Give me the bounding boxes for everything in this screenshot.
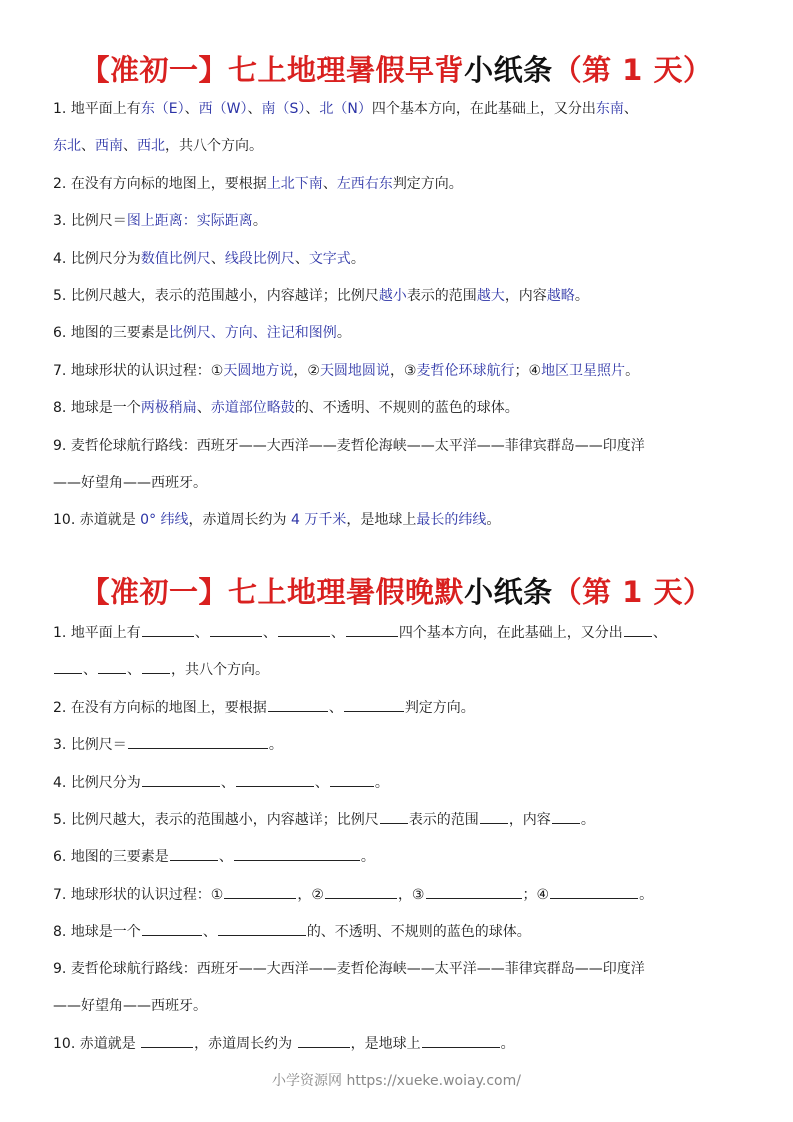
item-number: 1. xyxy=(53,625,71,641)
fill-blank xyxy=(54,659,82,674)
item-text: 。 xyxy=(625,362,640,379)
item-text: ，是地球上 xyxy=(346,512,417,529)
item-text: 、 xyxy=(330,625,345,641)
item-text: 、 xyxy=(210,250,225,267)
fill-blank xyxy=(325,884,397,899)
item-number: 6. xyxy=(53,849,71,866)
item-number: 5. xyxy=(53,812,71,828)
answer-text: 南（S） xyxy=(261,101,306,117)
fill-blank xyxy=(210,622,262,637)
item-text: 、 xyxy=(294,250,309,267)
fill-blank xyxy=(552,809,580,824)
item-text: 地图的三要素是 xyxy=(70,849,169,866)
item-text: 在没有方向标的地图上，要根据 xyxy=(70,699,267,716)
list-item xyxy=(53,809,595,830)
item-text: 、 xyxy=(220,774,235,791)
item-text: 比例尺越大，表示的范围越小，内容越详；比例尺 xyxy=(70,812,379,828)
item-text: 、 xyxy=(262,625,277,641)
item-number: 6. xyxy=(53,325,71,342)
item-text: 地球形状的认识过程：① xyxy=(70,886,224,903)
item-text: 、 xyxy=(127,662,141,679)
title-part-red: 【准初一】七上地理暑假早背 xyxy=(80,53,465,87)
item-text: 、 xyxy=(184,101,199,117)
item-text: ，③ xyxy=(397,886,425,903)
item-text: 。 xyxy=(486,512,501,529)
item-text: ，是地球上 xyxy=(350,1036,421,1053)
answer-text: 北（N） xyxy=(319,101,372,117)
item-text: 、 xyxy=(652,625,667,641)
list-item-continuation xyxy=(53,473,207,493)
item-text: 、 xyxy=(314,774,329,791)
item-text: ，② xyxy=(297,886,324,903)
list-item xyxy=(53,772,389,793)
title-part-black: 小纸条 xyxy=(464,575,553,609)
item-text: ——好望角——西班牙。 xyxy=(53,998,207,1014)
item-text: 、 xyxy=(81,138,95,155)
answer-text: 越略 xyxy=(546,288,575,304)
item-text: 、 xyxy=(247,101,262,117)
item-text: ，② xyxy=(293,362,320,379)
item-text: 。 xyxy=(580,812,595,828)
fill-blank xyxy=(236,772,314,787)
item-number: 8. xyxy=(53,400,71,417)
answer-text: 两极稍扁 xyxy=(140,400,197,417)
answer-text: 东（E） xyxy=(140,101,185,117)
list-item xyxy=(53,622,667,643)
fill-blank xyxy=(170,846,218,861)
answer-text: 西（W） xyxy=(198,101,248,117)
fill-blank xyxy=(278,622,330,637)
answer-text: 西南 xyxy=(95,138,123,155)
list-item xyxy=(53,846,375,867)
answer-text: 越小 xyxy=(378,288,407,304)
list-item xyxy=(53,286,589,306)
list-item xyxy=(53,361,639,381)
item-text: 地球是一个 xyxy=(70,924,141,941)
item-text: 、 xyxy=(322,175,337,192)
item-text: 地平面上有 xyxy=(70,101,141,117)
list-item xyxy=(53,697,475,718)
item-text: 、 xyxy=(194,625,209,641)
answer-text: 数值比例尺 xyxy=(140,250,211,267)
fill-blank xyxy=(426,884,522,899)
fill-blank xyxy=(218,921,306,936)
item-text: 。 xyxy=(336,325,351,342)
answer-text: 比例尺、方向、注记和图例 xyxy=(168,325,337,342)
list-item-continuation xyxy=(53,996,207,1016)
item-number: 9. xyxy=(53,960,71,977)
item-text: 。 xyxy=(500,1036,515,1053)
answer-text: 4 万千米 xyxy=(286,512,347,529)
item-text: 、 xyxy=(202,924,217,941)
item-number: 2. xyxy=(53,175,71,192)
list-item xyxy=(53,174,463,194)
item-number: 2. xyxy=(53,699,71,716)
item-text: 比例尺＝ xyxy=(70,213,127,230)
fill-blank xyxy=(98,659,126,674)
answer-text: 西北 xyxy=(137,138,165,155)
footer-watermark: 小学资源网 https://xueke.woiay.com/ xyxy=(272,1073,521,1089)
item-text: ，共八个方向。 xyxy=(171,662,269,679)
fill-blank xyxy=(142,772,220,787)
item-text: ，内容 xyxy=(508,812,551,828)
item-text: 赤道就是 xyxy=(79,512,136,529)
item-text: 四个基本方向，在此基础上，又分出 xyxy=(371,101,596,117)
item-text: 地球是一个 xyxy=(70,400,141,417)
fill-blank xyxy=(128,734,268,749)
item-number: 5. xyxy=(53,288,71,304)
item-number: 3. xyxy=(53,213,71,230)
title-part-day: （第 1 天） xyxy=(552,575,713,609)
answer-text: 越大 xyxy=(476,288,505,304)
item-text: 、 xyxy=(123,138,137,155)
list-item xyxy=(53,398,519,418)
fill-blank xyxy=(141,1033,193,1048)
item-text: 四个基本方向，在此基础上，又分出 xyxy=(398,625,623,641)
item-text: ，赤道周长约为 xyxy=(188,512,287,529)
fill-blank xyxy=(298,1033,350,1048)
item-text: 判定方向。 xyxy=(404,699,475,716)
item-text: 比例尺＝ xyxy=(70,737,127,754)
fill-blank xyxy=(422,1033,500,1048)
answer-text: 上北下南 xyxy=(266,175,323,192)
list-item xyxy=(53,959,645,979)
fill-blank xyxy=(624,622,652,637)
item-text: 。 xyxy=(374,774,389,791)
item-text: 的、不透明、不规则的蓝色的球体。 xyxy=(294,400,519,417)
title-part-black: 小纸条 xyxy=(464,53,553,87)
item-text: ，赤道周长约为 xyxy=(194,1036,297,1053)
list-item xyxy=(53,323,351,343)
item-text: 地平面上有 xyxy=(70,625,141,641)
item-number: 7. xyxy=(53,362,71,379)
title-part-red: 【准初一】七上地理暑假晚默 xyxy=(80,575,465,609)
item-number: 9. xyxy=(53,437,71,454)
answer-text: 天圆地圆说 xyxy=(319,362,390,379)
item-number: 10. xyxy=(53,512,80,529)
answer-text: 0° 纬线 xyxy=(135,512,189,529)
list-item xyxy=(53,99,638,119)
list-item xyxy=(53,211,267,231)
item-text: 麦哲伦球航行路线：西班牙——大西洋——麦哲伦海峡——太平洋——菲律宾群岛——印度洋 xyxy=(70,437,645,454)
list-item xyxy=(53,436,645,456)
item-text: 麦哲伦球航行路线：西班牙——大西洋——麦哲伦海峡——太平洋——菲律宾群岛——印度洋 xyxy=(70,960,645,977)
fill-blank xyxy=(224,884,296,899)
item-text: 、 xyxy=(328,699,343,716)
item-text: 、 xyxy=(83,662,97,679)
item-text: 。 xyxy=(360,849,375,866)
item-text: 表示的范围 xyxy=(408,812,479,828)
item-number: 1. xyxy=(53,101,71,117)
item-number: 4. xyxy=(53,774,71,791)
item-text: 。 xyxy=(350,250,365,267)
item-text: 地图的三要素是 xyxy=(70,325,169,342)
fill-blank xyxy=(344,697,404,712)
fill-blank xyxy=(234,846,360,861)
item-text: 。 xyxy=(574,288,589,304)
list-item xyxy=(53,249,365,269)
list-item xyxy=(53,1033,515,1054)
item-text: 、 xyxy=(218,849,233,866)
answer-text: 地区卫星照片 xyxy=(541,362,626,379)
item-number: 10. xyxy=(53,1036,80,1053)
item-number: 8. xyxy=(53,924,71,941)
list-item xyxy=(53,510,500,530)
answer-text: 左西右东 xyxy=(336,175,393,192)
fill-blank xyxy=(142,659,170,674)
answer-text: 线段比例尺 xyxy=(224,250,295,267)
fill-blank xyxy=(330,772,374,787)
list-item xyxy=(53,884,653,905)
fill-blank xyxy=(380,809,408,824)
item-text: 比例尺越大，表示的范围越小，内容越详；比例尺 xyxy=(70,288,379,304)
item-text: 、 xyxy=(196,400,211,417)
item-text: 表示的范围 xyxy=(406,288,477,304)
item-number: 7. xyxy=(53,886,71,903)
item-text: ，内容 xyxy=(504,288,547,304)
item-text: 判定方向。 xyxy=(392,175,463,192)
item-text: ；④ xyxy=(514,362,542,379)
title-part-day: （第 1 天） xyxy=(552,53,713,87)
item-text: ，③ xyxy=(389,362,417,379)
evening-title xyxy=(0,570,793,611)
fill-blank xyxy=(142,921,202,936)
item-text: 、 xyxy=(623,101,638,117)
fill-blank xyxy=(268,697,328,712)
answer-text: 东北 xyxy=(53,138,81,155)
item-text: 比例尺分为 xyxy=(70,250,141,267)
answer-text: 文字式 xyxy=(308,250,351,267)
item-number: 3. xyxy=(53,737,71,754)
item-text: 。 xyxy=(268,737,283,754)
answer-text: 东南 xyxy=(595,101,624,117)
item-text: 的、不透明、不规则的蓝色的球体。 xyxy=(306,924,531,941)
item-text: 地球形状的认识过程：① xyxy=(70,362,224,379)
item-text: 。 xyxy=(639,886,654,903)
answer-text: 赤道部位略鼓 xyxy=(210,400,295,417)
list-item-continuation xyxy=(53,136,263,156)
item-text: ——好望角——西班牙。 xyxy=(53,475,207,491)
item-text: ，共八个方向。 xyxy=(165,138,263,155)
item-text: 在没有方向标的地图上，要根据 xyxy=(70,175,267,192)
answer-text: 麦哲伦环球航行 xyxy=(416,362,515,379)
answer-text: 最长的纬线 xyxy=(416,512,487,529)
item-text: ；④ xyxy=(522,886,550,903)
fill-blank xyxy=(550,884,638,899)
fill-blank xyxy=(142,622,194,637)
item-text: 比例尺分为 xyxy=(70,774,141,791)
item-text: 赤道就是 xyxy=(79,1036,141,1053)
fill-blank xyxy=(480,809,508,824)
item-text: 。 xyxy=(252,213,267,230)
list-item-continuation xyxy=(53,659,269,680)
list-item xyxy=(53,921,531,942)
item-text: 、 xyxy=(305,101,320,117)
morning-title xyxy=(0,48,793,89)
list-item xyxy=(53,734,283,755)
fill-blank xyxy=(346,622,398,637)
item-number: 4. xyxy=(53,250,71,267)
answer-text: 图上距离：实际距离 xyxy=(126,213,253,230)
answer-text: 天圆地方说 xyxy=(223,362,294,379)
